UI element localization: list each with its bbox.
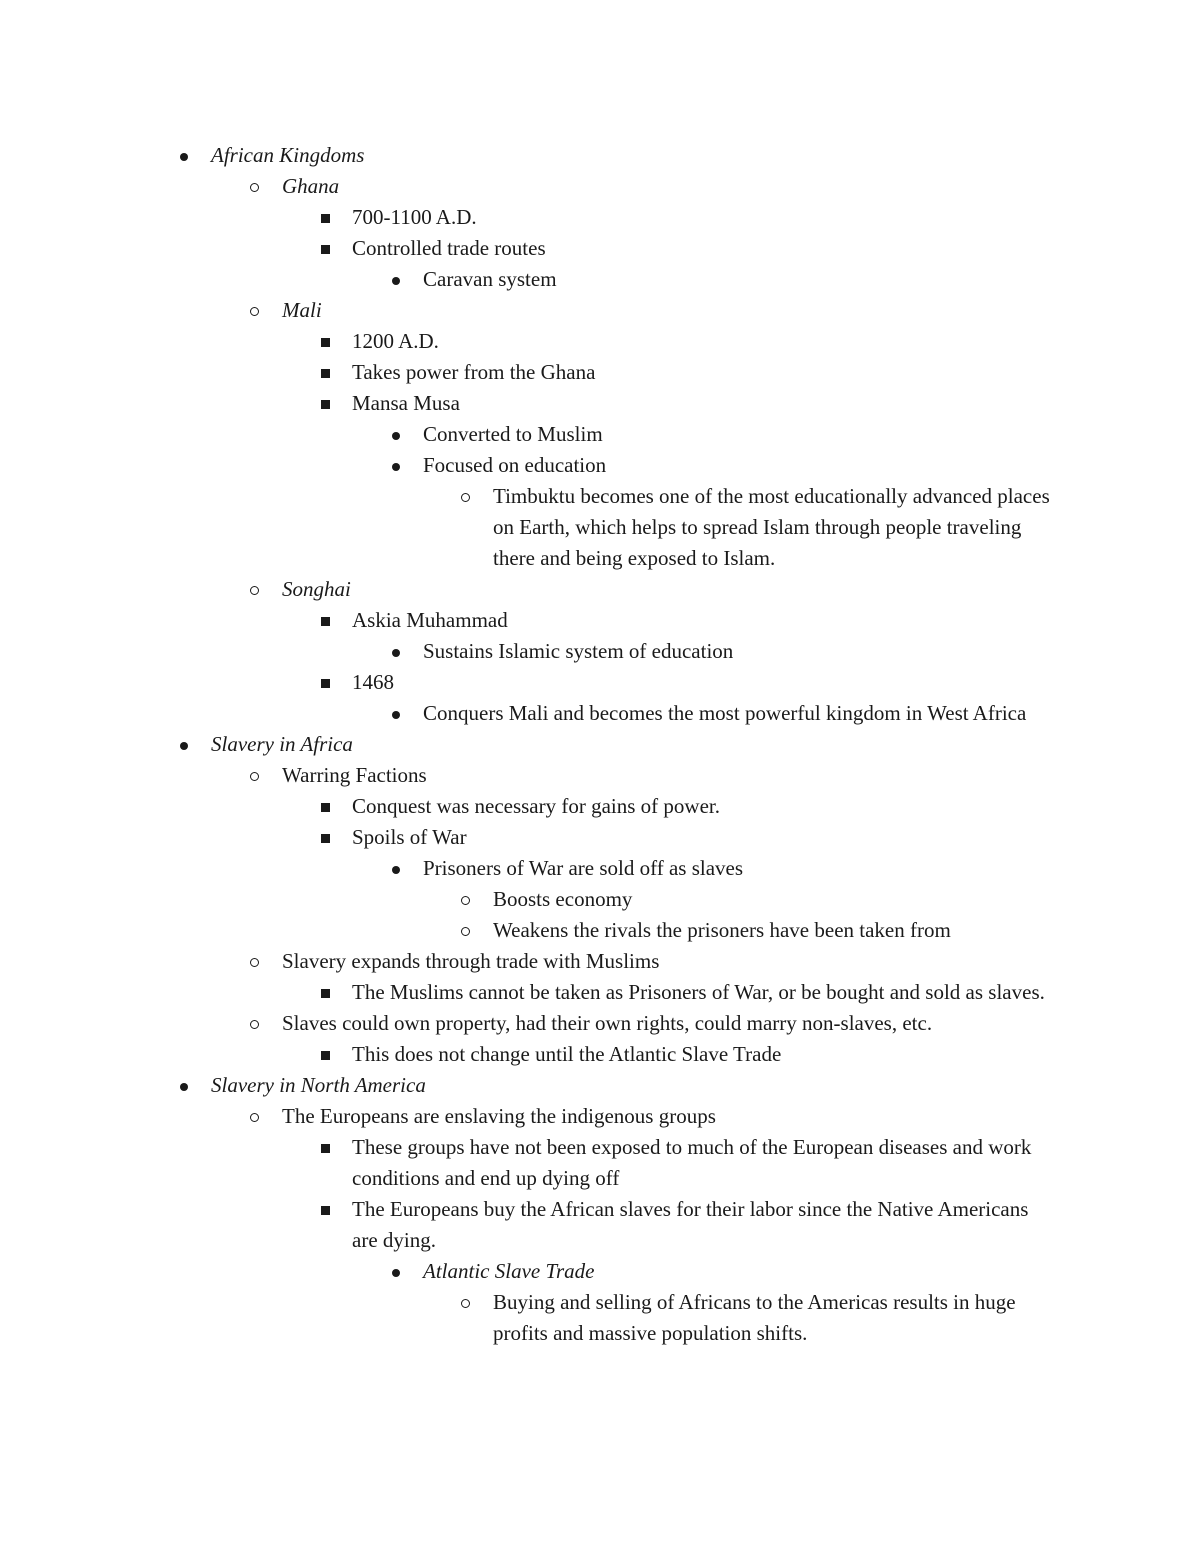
outline-item — [352, 1194, 1052, 1256]
item-text: Converted to Muslim — [423, 422, 603, 446]
circle-bullet-icon — [460, 1287, 474, 1318]
disc-bullet-icon — [178, 1070, 192, 1101]
circle-bullet-icon — [249, 1101, 263, 1132]
item-text: Boosts economy — [493, 887, 633, 911]
item-text: Buying and selling of Africans to the Americas results in huge profits and massive population shifts. — [493, 1290, 1016, 1345]
outline-item — [282, 1101, 1200, 1132]
outline-item — [493, 1287, 1058, 1349]
outline-item — [352, 326, 1200, 357]
outline-item — [282, 1008, 1200, 1039]
outline-item — [423, 1256, 1200, 1287]
square-bullet-icon — [319, 388, 333, 419]
item-text: The Europeans are enslaving the indigenous groups — [282, 1104, 716, 1128]
outline-item — [211, 140, 1200, 171]
circle-bullet-icon — [249, 574, 263, 605]
item-text: Timbuktu becomes one of the most educationally advanced places on Earth, which helps to spread Islam through people traveling there and being exposed to Islam. — [493, 484, 1050, 570]
item-text: Caravan system — [423, 267, 557, 291]
item-text: This does not change until the Atlantic Slave Trade — [352, 1042, 782, 1066]
disc-bullet-icon — [390, 1256, 404, 1287]
item-text: The Europeans buy the African slaves for their labor since the Native Americans are dying. — [352, 1197, 1029, 1252]
item-text: Slaves could own property, had their own rights, could marry non-slaves, etc. — [282, 1011, 933, 1035]
outline-item — [352, 233, 1200, 264]
outline-item — [352, 357, 1200, 388]
outline-item — [282, 760, 1200, 791]
circle-bullet-icon — [460, 884, 474, 915]
item-text: 1200 A.D. — [352, 329, 439, 353]
outline-item — [352, 667, 1200, 698]
disc-bullet-icon — [390, 419, 404, 450]
disc-bullet-icon — [390, 264, 404, 295]
item-text: The Muslims cannot be taken as Prisoners of War, or be bought and sold as slaves. — [352, 980, 1045, 1004]
disc-bullet-icon — [178, 140, 192, 171]
outline-item — [211, 729, 1200, 760]
square-bullet-icon — [319, 977, 333, 1008]
outline-item — [352, 1039, 1200, 1070]
item-text: Slavery expands through trade with Muslims — [282, 949, 660, 973]
square-bullet-icon — [319, 1194, 333, 1225]
item-text: 1468 — [352, 670, 394, 694]
outline-item — [352, 605, 1200, 636]
subheading-atlantic-slave-trade: Atlantic Slave Trade — [423, 1259, 595, 1283]
subheading-mali: Mali — [282, 298, 322, 322]
square-bullet-icon — [319, 822, 333, 853]
outline-item — [282, 946, 1200, 977]
item-text: Weakens the rivals the prisoners have been taken from — [493, 918, 951, 942]
item-text: Sustains Islamic system of education — [423, 639, 734, 663]
subheading-songhai: Songhai — [282, 577, 351, 601]
square-bullet-icon — [319, 357, 333, 388]
outline-item — [282, 295, 1200, 326]
circle-bullet-icon — [460, 481, 474, 512]
item-text: Takes power from the Ghana — [352, 360, 596, 384]
circle-bullet-icon — [460, 915, 474, 946]
outline-item — [493, 481, 1058, 574]
outline-item — [493, 915, 1200, 946]
item-text: 700-1100 A.D. — [352, 205, 477, 229]
heading-slavery-in-africa: Slavery in Africa — [211, 732, 353, 756]
outline-item — [423, 419, 1200, 450]
square-bullet-icon — [319, 1039, 333, 1070]
outline-item — [423, 636, 1200, 667]
square-bullet-icon — [319, 605, 333, 636]
circle-bullet-icon — [249, 1008, 263, 1039]
outline-item — [352, 388, 1200, 419]
outline-item — [352, 202, 1200, 233]
outline-item — [352, 977, 1052, 1008]
circle-bullet-icon — [249, 295, 263, 326]
square-bullet-icon — [319, 791, 333, 822]
disc-bullet-icon — [390, 698, 404, 729]
item-text: Prisoners of War are sold off as slaves — [423, 856, 744, 880]
item-text: Askia Muhammad — [352, 608, 508, 632]
disc-bullet-icon — [390, 450, 404, 481]
square-bullet-icon — [319, 326, 333, 357]
item-text: Focused on education — [423, 453, 607, 477]
circle-bullet-icon — [249, 946, 263, 977]
item-text: Conquers Mali and becomes the most powerful kingdom in West Africa — [423, 701, 1027, 725]
outline-item — [423, 264, 1200, 295]
disc-bullet-icon — [178, 729, 192, 760]
item-text: These groups have not been exposed to much of the European diseases and work conditions and end up dying off — [352, 1135, 1032, 1190]
subheading-ghana: Ghana — [282, 174, 340, 198]
outline-item — [282, 171, 1200, 202]
outline-item — [423, 698, 1053, 729]
square-bullet-icon — [319, 1132, 333, 1163]
outline-item — [493, 884, 1200, 915]
document-page — [0, 140, 1200, 1349]
heading-slavery-in-north-america: Slavery in North America — [211, 1073, 426, 1097]
outline-item — [352, 1132, 1052, 1194]
item-text: Controlled trade routes — [352, 236, 546, 260]
item-text: Spoils of War — [352, 825, 467, 849]
circle-bullet-icon — [249, 760, 263, 791]
circle-bullet-icon — [249, 171, 263, 202]
square-bullet-icon — [319, 667, 333, 698]
item-text: Mansa Musa — [352, 391, 460, 415]
heading-african-kingdoms: African Kingdoms — [211, 143, 365, 167]
item-text: Warring Factions — [282, 763, 427, 787]
outline-item — [211, 1070, 1200, 1101]
outline-item — [423, 853, 1200, 884]
disc-bullet-icon — [390, 636, 404, 667]
square-bullet-icon — [319, 202, 333, 233]
item-text: Conquest was necessary for gains of power. — [352, 794, 720, 818]
outline-item — [423, 450, 1200, 481]
square-bullet-icon — [319, 233, 333, 264]
outline-item — [282, 574, 1200, 605]
outline-item — [352, 791, 1200, 822]
outline-item — [352, 822, 1200, 853]
disc-bullet-icon — [390, 853, 404, 884]
